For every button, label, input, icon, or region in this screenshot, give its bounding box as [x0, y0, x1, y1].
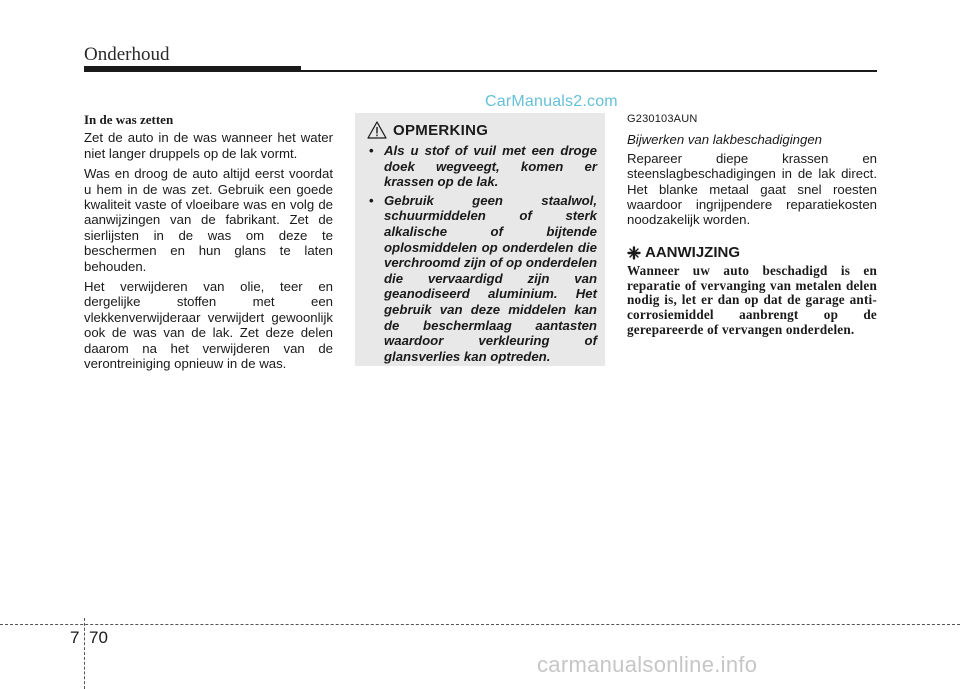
page-header-title: Onderhoud: [84, 44, 170, 65]
notice-title: OPMERKING: [393, 121, 489, 139]
page-number: 70: [89, 628, 108, 647]
footer-divider: [84, 618, 85, 689]
notice-box: [355, 113, 605, 366]
notice-header: [367, 121, 597, 139]
section-heading-waxing: In de was zetten: [84, 112, 174, 127]
paragraph: Zet de auto in de was wanneer het water niet langer druppels op de lak vormt.: [84, 130, 333, 161]
section-code: G230103AUN: [627, 113, 698, 125]
footer-rule: [0, 624, 960, 625]
header-rule-thick: [84, 66, 301, 72]
column-paint-repair: [627, 112, 877, 337]
list-item: • Als u stof of vuil met een droge doek wegveegt, komen er krassen op de lak.: [364, 143, 597, 190]
paragraph: Was en droog de auto altijd eerst voordat u hem in de was zet. Gebruik een goede kwaliteit vaste of vloeibare was en volg de aanwijzingen van de fabrikant. Zet de sierlijsten in de was om deze te beschermen en hun glans te laten behouden.: [84, 166, 333, 274]
paragraph: Repareer diepe krassen en steenslagbeschadigingen in de lak direct. Het blanke metaal gaat snel roesten waardoor ingrijpendere reparatiekosten noodzakelijk worden.: [627, 150, 877, 228]
notice-list: [364, 143, 597, 364]
chapter-number: 7: [70, 628, 80, 647]
section-subheading: Bijwerken van lakbeschadigingen: [627, 132, 823, 148]
note-body: Wanneer uw auto beschadigd is en reparatie of vervanging van metalen delen nodig is, let er dan op dat de garage anti-corrosiemiddel aanbrengt op de gerepareerde of vervangen onderdelen.: [627, 263, 877, 337]
warning-triangle-icon: [367, 121, 387, 139]
paragraph: Het verwijderen van olie, teer en dergelijke stoffen met een vlekkenverwijderaar verwijdert gewoonlijk ook de was van de lak. Zet deze delen daarom na het verwijderen van de verontreiniging opnieuw in de was.: [84, 279, 333, 372]
note-title: AANWIJZING: [645, 243, 740, 261]
star-icon: [627, 246, 641, 260]
watermark-bottom: carmanualsonline.info: [537, 652, 758, 677]
list-item: • Gebruik geen staalwol, schuurmiddelen of sterk alkalische of bijtende oplosmiddelen op onderdelen die verchroomd zijn of op onderdelen die vervaardigd zijn van geanodiseerd aluminium. Het gebruik van deze middelen kan de beschermlaag aantasten waardoor verkleuring of glansverlies kan optreden.: [364, 193, 597, 365]
column-waxing: [84, 112, 333, 377]
note-header: [627, 245, 877, 260]
watermark-top: CarManuals2.com: [485, 93, 618, 110]
header-rule-thin: [301, 70, 877, 72]
